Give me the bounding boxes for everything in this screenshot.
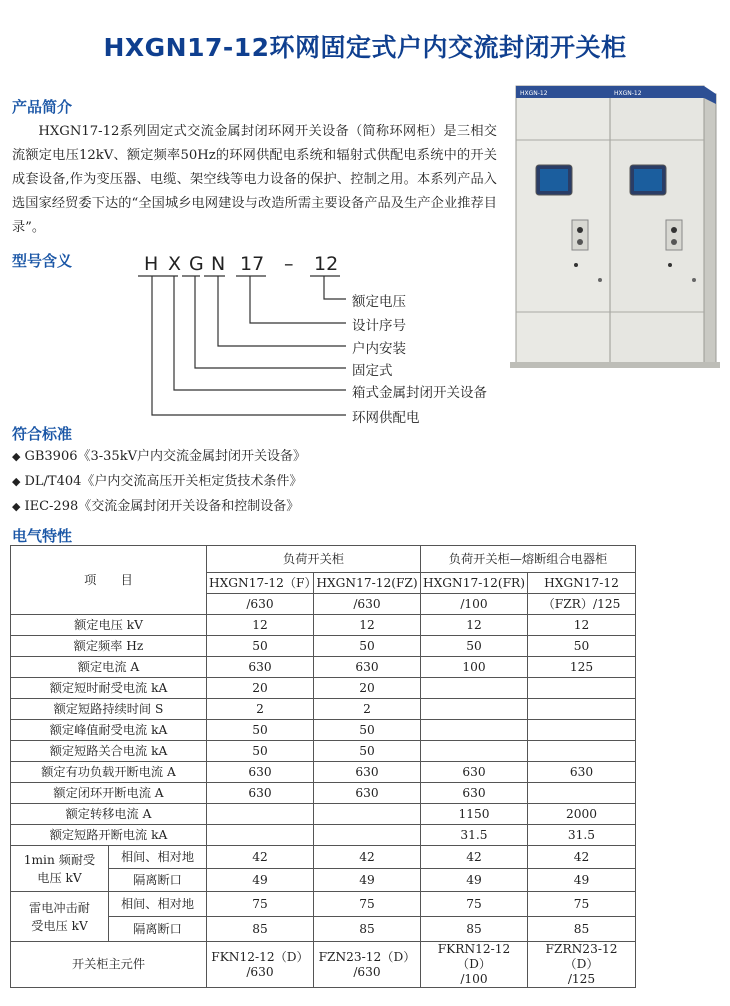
table-cell <box>421 720 528 741</box>
table-cell: 20 <box>207 678 314 699</box>
table-cell: 630 <box>421 762 528 783</box>
component-cell <box>528 942 636 988</box>
table-cell: 50 <box>207 636 314 657</box>
component-cell <box>421 942 528 988</box>
table-cell: 125 <box>528 657 636 678</box>
page-title: HXGN17-12环网固定式户内交流封闭开关柜 <box>103 33 627 62</box>
standard-text: IEC-298《交流金属封闭开关设备和控制设备》 <box>24 499 300 514</box>
row-label: 额定电压 kV <box>11 615 207 636</box>
withstand-1min-label <box>11 846 109 892</box>
diamond-icon: ◆ <box>12 450 21 463</box>
table-cell: 75 <box>528 892 636 917</box>
row-label: 额定有功负载开断电流 A <box>11 762 207 783</box>
table-cell: 85 <box>421 917 528 942</box>
table-cell: 20 <box>314 678 421 699</box>
diamond-icon: ◆ <box>12 500 21 513</box>
row-label: 额定闭环开断电流 A <box>11 783 207 804</box>
table-cell: 75 <box>207 892 314 917</box>
standard-text: GB3906《3-35kV户内交流金属封闭开关设备》 <box>24 449 306 464</box>
code-letter-x: X <box>168 253 182 275</box>
component-name: FKN12-12（D） <box>211 949 309 964</box>
group-header-fuse-combo: 负荷开关柜—熔断组合电器柜 <box>421 546 636 573</box>
table-cell: 12 <box>421 615 528 636</box>
table-cell: 630 <box>528 762 636 783</box>
table-cell: 75 <box>421 892 528 917</box>
table-row <box>11 804 636 825</box>
code-number-12: 12 <box>314 253 339 275</box>
table-cell: 85 <box>314 917 421 942</box>
component-name: FKRN12-12（D） <box>437 942 511 971</box>
code-meaning-voltage: 额定电压 <box>352 294 406 310</box>
table-cell <box>421 699 528 720</box>
table-cell <box>528 699 636 720</box>
table-cell: 630 <box>421 783 528 804</box>
row-label: 额定电流 A <box>11 657 207 678</box>
model-header-sub: /630 <box>314 594 421 615</box>
table-row <box>11 720 636 741</box>
component-name: FZN23-12（D） <box>318 949 416 964</box>
table-cell: 31.5 <box>528 825 636 846</box>
sub-label: 相间、相对地 <box>109 892 207 917</box>
table-cell: 630 <box>207 762 314 783</box>
table-cell: 12 <box>207 615 314 636</box>
cabinet-label-right: HXGN-12 <box>614 90 642 97</box>
code-number-17: 17 <box>240 253 265 275</box>
label-line: 受电压 kV <box>31 918 88 933</box>
table-cell: 49 <box>528 869 636 892</box>
table-cell: 50 <box>314 720 421 741</box>
model-header: HXGN17-12（F） <box>207 573 314 594</box>
table-cell: 2000 <box>528 804 636 825</box>
code-meaning-design: 设计序号 <box>352 318 406 334</box>
model-header: HXGN17-12(FZ) <box>314 573 421 594</box>
label-line: 电压 kV <box>37 870 82 885</box>
lightning-label <box>11 892 109 942</box>
component-rating: /630 <box>353 964 381 979</box>
code-letter-h: H <box>144 253 159 275</box>
code-meaning-indoor: 户内安装 <box>352 341 406 357</box>
table-cell <box>421 741 528 762</box>
table-cell <box>421 678 528 699</box>
table-cell: 100 <box>421 657 528 678</box>
table-cell: 85 <box>207 917 314 942</box>
component-rating: /125 <box>567 972 596 986</box>
row-label: 额定短时耐受电流 kA <box>11 678 207 699</box>
row-label: 额定频率 Hz <box>11 636 207 657</box>
standards-heading: 符合标准 <box>12 425 73 443</box>
row-label: 额定转移电流 A <box>11 804 207 825</box>
label-line: 雷电冲击耐 <box>29 900 90 915</box>
row-label: 额定短路持续时间 S <box>11 699 207 720</box>
table-cell: 50 <box>421 636 528 657</box>
component-cell <box>314 942 421 988</box>
component-rating: /630 <box>246 964 274 979</box>
table-cell: 49 <box>421 869 528 892</box>
table-cell: 50 <box>314 741 421 762</box>
code-meaning-fixed: 固定式 <box>352 363 393 379</box>
table-cell: 75 <box>314 892 421 917</box>
table-row <box>11 762 636 783</box>
diamond-icon: ◆ <box>12 475 21 488</box>
table-cell: 630 <box>314 657 421 678</box>
components-label: 开关柜主元件 <box>11 942 207 988</box>
table-cell <box>528 741 636 762</box>
table-cell: 42 <box>528 846 636 869</box>
table-cell: 2 <box>314 699 421 720</box>
standard-item <box>12 495 299 514</box>
table-row <box>11 783 636 804</box>
table-cell: 31.5 <box>421 825 528 846</box>
model-header: HXGN17-12 <box>528 573 636 594</box>
standard-item <box>12 470 302 489</box>
table-cell: 630 <box>314 783 421 804</box>
intro-text: HXGN17-12系列固定式交流金属封闭环网开关设备（简称环网柜）是三相交流额定电压12kV、额定频率50Hz的环网供配电系统和辐射式供配电系统中的开关成套设备,作为变压器、电缆、架空线等电力设备的保护、控制之用。本系列产品入选国家经贸委下达的“全国城乡电网建设与改造所需主要设备产品及生产企业推荐目录”。 <box>12 124 497 235</box>
table-cell: 42 <box>207 846 314 869</box>
table-cell: 50 <box>207 720 314 741</box>
label-line: 1min 频耐受 <box>23 852 96 867</box>
table-cell: 42 <box>421 846 528 869</box>
sub-label: 相间、相对地 <box>109 846 207 869</box>
intro-heading: 产品简介 <box>12 98 73 116</box>
table-cell: 12 <box>314 615 421 636</box>
table-cell: 50 <box>207 741 314 762</box>
code-letter-g: G <box>189 253 204 275</box>
component-name: FZRN23-12（D） <box>545 942 618 971</box>
table-cell: 50 <box>528 636 636 657</box>
standard-text: DL/T404《户内交流高压开关柜定货技术条件》 <box>24 474 303 489</box>
sub-label: 隔离断口 <box>109 917 207 942</box>
model-header: HXGN17-12(FR) <box>421 573 528 594</box>
row-label: 额定峰值耐受电流 kA <box>11 720 207 741</box>
code-meaning-box: 箱式金属封闭开关设备 <box>352 385 487 401</box>
group-header-load-switch: 负荷开关柜 <box>207 546 421 573</box>
table-cell <box>528 783 636 804</box>
row-label: 额定短路关合电流 kA <box>11 741 207 762</box>
table-cell: 630 <box>314 762 421 783</box>
model-header-sub: /630 <box>207 594 314 615</box>
sub-label: 隔离断口 <box>109 869 207 892</box>
table-cell <box>314 804 421 825</box>
item-header: 项 目 <box>11 546 207 615</box>
spec-table <box>10 545 636 988</box>
code-meaning-ring: 环网供配电 <box>352 410 420 426</box>
table-cell: 49 <box>207 869 314 892</box>
table-cell: 1150 <box>421 804 528 825</box>
table-cell <box>207 825 314 846</box>
table-cell: 630 <box>207 657 314 678</box>
model-header-sub: /100 <box>421 594 528 615</box>
cabinet-label-left: HXGN-12 <box>520 90 548 97</box>
table-row <box>11 615 636 636</box>
table-row <box>11 825 636 846</box>
specs-heading: 电气特性 <box>12 527 73 545</box>
table-cell <box>528 678 636 699</box>
code-letter-n: N <box>211 253 226 275</box>
table-cell <box>528 720 636 741</box>
row-label: 额定短路开断电流 kA <box>11 825 207 846</box>
table-cell: 42 <box>314 846 421 869</box>
table-row <box>11 636 636 657</box>
table-cell: 12 <box>528 615 636 636</box>
standard-item <box>12 445 306 464</box>
table-cell: 630 <box>207 783 314 804</box>
table-cell: 49 <box>314 869 421 892</box>
table-cell <box>207 804 314 825</box>
table-cell: 50 <box>314 636 421 657</box>
table-row <box>11 678 636 699</box>
table-row <box>11 741 636 762</box>
table-cell: 2 <box>207 699 314 720</box>
component-rating: /100 <box>460 972 488 986</box>
code-dash: – <box>284 253 294 275</box>
model-heading: 型号含义 <box>12 252 73 270</box>
table-cell <box>314 825 421 846</box>
table-row <box>11 699 636 720</box>
table-row <box>11 657 636 678</box>
table-cell: 85 <box>528 917 636 942</box>
model-header-sub: （FZR）/125 <box>528 594 636 615</box>
component-cell <box>207 942 314 988</box>
